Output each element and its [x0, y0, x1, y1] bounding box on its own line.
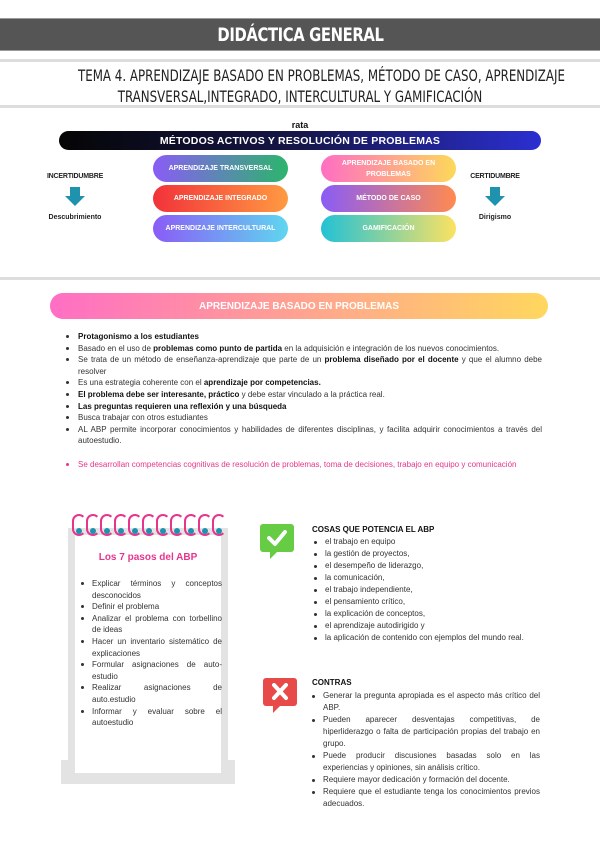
list-item: Se trata de un método de enseñanza-aprendizaje que parte de un problema diseñado por el docente y que el alumno debe resolver [64, 354, 542, 377]
con-item: Requiere mayor dedicación y formación del docente. [310, 774, 540, 786]
topic-title-line-2: TRANSVERSAL,INTEGRADO, INTERCULTURAL Y GAMIFICACIÓN [117, 87, 483, 106]
pro-item: la aplicación de contenido con ejemplos del mundo real. [312, 632, 542, 644]
pro-item: el pensamiento crítico, [312, 596, 542, 608]
list-item: Las preguntas requieren una reflexión y una búsqueda [64, 401, 542, 413]
highlight-item: Se desarrollan competencias cognitivas de resolución de problemas, toma de decisiones, trabajo en equipo y comunicación [64, 459, 542, 471]
list-item: Es una estrategia coherente con el aprendizaje por competencias. [64, 377, 542, 389]
cons-list [310, 690, 540, 810]
document-header [0, 18, 600, 51]
check-bubble-icon [260, 524, 294, 552]
spiral-binding-icon [70, 512, 226, 540]
step-item: Explicar términos y conceptos desconocidos [78, 578, 222, 601]
list-item: Basado en el uso de problemas como punto de partida en la adquisición e integración de los nuevos conocimientos. [64, 343, 542, 355]
section-divider [0, 277, 600, 280]
methods-banner [59, 131, 541, 150]
pros-list [312, 536, 542, 644]
method-problem-based: APRENDIZAJE BASADO EN PROBLEMAS [321, 155, 456, 182]
method-case: MÉTODO DE CASO [321, 185, 456, 212]
list-item: El problema debe ser interesante, práctico y debe estar vinculado a la práctica real. [64, 389, 542, 401]
list-item: Busca trabajar con otros estudiantes [64, 412, 542, 424]
abp-banner [50, 293, 548, 319]
list-item: AL ABP permite incorporar conocimientos y habilidades de diferentes disciplinas, y facilita adquirir conocimientos a través del autoestudio. [64, 424, 542, 447]
step-item: Analizar el problema con torbellino de ideas [78, 613, 222, 636]
discovery-label: Descubrimiento [48, 214, 102, 221]
pro-item: el trabajo independiente, [312, 584, 542, 596]
document-title: DIDÁCTICA GENERAL [216, 23, 384, 46]
step-item: Informar y evaluar sobre el autoestudio [78, 706, 222, 729]
con-item: Pueden aparecer desventajas competitivas, de hiperliderazgo o falta de participación propias del trabajo en grupo. [310, 714, 540, 750]
topic-title [0, 59, 600, 108]
methods-banner-label: MÉTODOS ACTIVOS Y RESOLUCIÓN DE PROBLEMAS [159, 134, 441, 147]
uncertainty-column [30, 173, 120, 221]
abp-features-list [64, 331, 542, 471]
uncertainty-label: INCERTIDUMBRE [46, 173, 104, 180]
con-item: Generar la pregunta apropiada es el aspecto más crítico del ABP. [310, 690, 540, 714]
method-gamification: GAMIFICACIÓN [321, 215, 456, 242]
method-intercultural: APRENDIZAJE INTERCULTURAL [153, 215, 288, 242]
pro-item: el trabajo en equipo [312, 536, 542, 548]
pro-item: la comunicación, [312, 572, 542, 584]
cons-title: CONTRAS [312, 678, 352, 687]
certainty-label: CERTIDUMBRE [470, 173, 520, 180]
pro-item: la gestión de proyectos, [312, 548, 542, 560]
method-transversal: APRENDIZAJE TRANSVERSAL [153, 155, 288, 182]
steps-title: Los 7 pasos del ABP [98, 552, 198, 563]
pro-item: el aprendizaje autodirigido y [312, 620, 542, 632]
pro-item: la explicación de conceptos, [312, 608, 542, 620]
directivism-label: Dirigismo [478, 214, 512, 221]
abp-banner-label: APRENDIZAJE BASADO EN PROBLEMAS [198, 300, 400, 312]
topic-title-line-1: TEMA 4. APRENDIZAJE BASADO EN PROBLEMAS, MÉTODO DE CASO, APRENDIZAJE [78, 66, 565, 85]
step-item: Realizar asignaciones de auto.estudio [78, 682, 222, 705]
arrow-down-icon [65, 187, 85, 207]
step-item: Definir el problema [78, 601, 222, 613]
con-item: Puede producir discusiones basadas solo en las experiencias y opiniones, sin análisis crítico. [310, 750, 540, 774]
arrow-down-icon [485, 187, 505, 207]
pros-title: COSAS QUE POTENCIA EL ABP [312, 525, 435, 534]
step-item: Hacer un inventario sistemático de explicaciones [78, 636, 222, 659]
step-item: Formular asignaciones de auto-estudio [78, 659, 222, 682]
con-item: Requiere que el estudiante tenga los conocimientos previos adecuados. [310, 786, 540, 810]
method-integrated: APRENDIZAJE INTEGRADO [153, 185, 288, 212]
list-item: Protagonismo a los estudiantes [64, 331, 542, 343]
pro-item: el desempeño de liderazgo, [312, 560, 542, 572]
steps-list [78, 578, 222, 729]
certainty-column [450, 173, 540, 221]
diagram-note: rata [291, 120, 309, 130]
cross-bubble-icon [263, 678, 297, 706]
